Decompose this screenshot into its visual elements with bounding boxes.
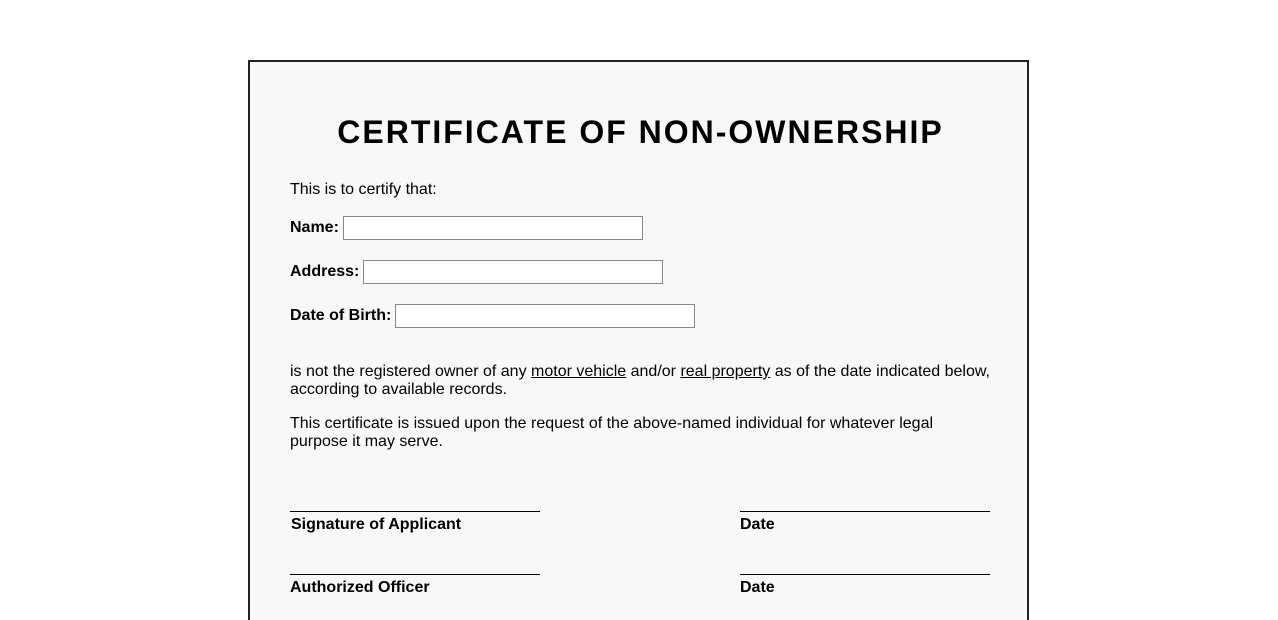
intro-text: This is to certify that:	[290, 181, 437, 198]
name-label: Name:	[290, 219, 339, 236]
statement-part-3: as of the date indicated below, according to available records.	[290, 363, 990, 398]
address-input[interactable]	[363, 260, 663, 284]
dob-input[interactable]	[395, 304, 695, 328]
ownership-statement	[290, 363, 995, 399]
purpose-statement: This certificate is issued upon the request of the above-named individual for whatever legal purpose it may serve.	[290, 415, 934, 450]
name-input[interactable]	[343, 216, 643, 240]
applicant-date-label: Date	[740, 516, 775, 533]
motor-vehicle-term: motor vehicle	[531, 363, 627, 380]
real-property-term: real property	[680, 363, 771, 380]
officer-signature-label: Authorized Officer	[290, 579, 430, 596]
address-row	[290, 259, 663, 285]
applicant-date-line	[740, 511, 990, 512]
applicant-signature-label: Signature of Applicant	[291, 516, 462, 533]
address-label: Address:	[290, 263, 360, 280]
dob-row	[290, 303, 695, 329]
name-row	[290, 215, 643, 241]
statement-part-2: and/or	[626, 363, 681, 380]
dob-label: Date of Birth:	[290, 307, 392, 324]
officer-date-label: Date	[740, 579, 775, 596]
certificate-title: CERTIFICATE OF NON-OWNERSHIP	[337, 114, 944, 150]
certificate-document	[248, 60, 1029, 620]
statement-part-1: is not the registered owner of any	[290, 363, 532, 380]
officer-date-line	[740, 574, 990, 575]
officer-signature-line	[290, 574, 540, 575]
applicant-signature-line	[290, 511, 540, 512]
